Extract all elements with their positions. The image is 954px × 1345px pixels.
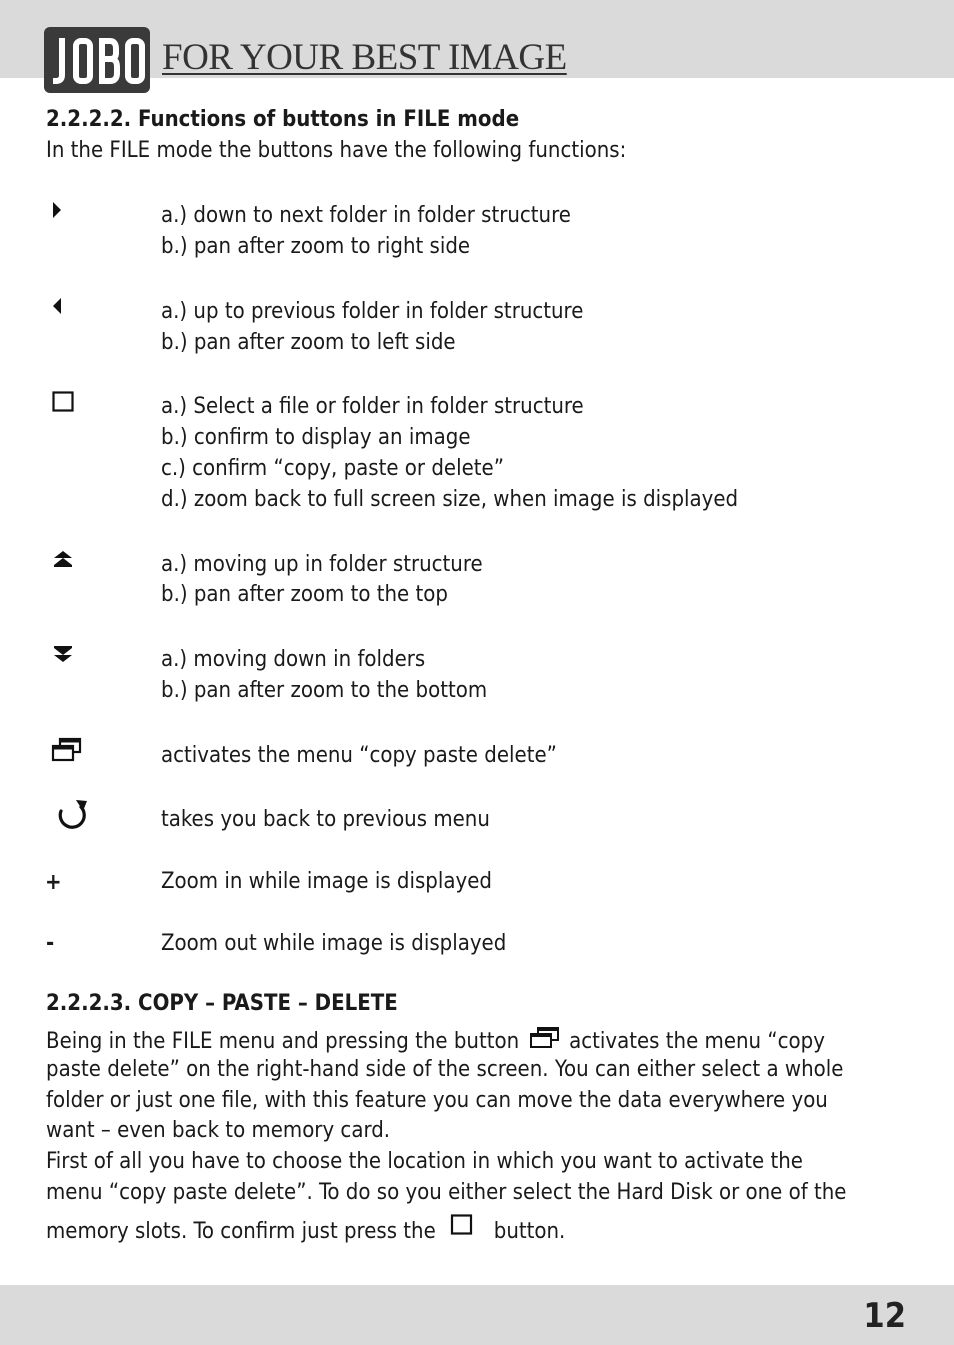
double-up-icon <box>52 550 74 568</box>
paragraph-line <box>46 1026 825 1054</box>
paragraph-line: folder or just one file, with this feature you can move the data everywhere you <box>46 1088 828 1113</box>
windows-icon <box>51 737 83 763</box>
desc-line: takes you back to previous menu <box>161 807 490 832</box>
intro-text: In the FILE mode the buttons have the following functions: <box>46 138 627 163</box>
text-run: Being in the FILE menu and pressing the button <box>46 1029 520 1054</box>
text-run: activates the menu “copy <box>569 1029 825 1054</box>
tagline: FOR YOUR BEST IMAGE <box>162 37 567 78</box>
desc-line: Zoom out while image is displayed <box>161 931 507 956</box>
paragraph-line: paste delete” on the right-hand side of the screen. You can either select a whole <box>46 1057 844 1082</box>
section-heading-buttons: 2.2.2.2. Functions of buttons in FILE mode <box>46 107 520 132</box>
desc-line: c.) confirm “copy, paste or delete” <box>161 456 504 481</box>
square-icon <box>450 1214 476 1236</box>
desc-line: a.) moving down in folders <box>161 647 426 672</box>
minus-symbol: - <box>46 931 55 956</box>
jobo-logo <box>44 27 150 93</box>
double-down-icon <box>52 645 74 663</box>
desc-line: a.) down to next folder in folder structure <box>161 203 571 228</box>
text-run: button. <box>493 1219 566 1244</box>
footer-band <box>0 1285 954 1345</box>
text-run: memory slots. To confirm just press the <box>46 1219 436 1244</box>
desc-line: d.) zoom back to full screen size, when image is displayed <box>161 487 739 512</box>
desc-line: Zoom in while image is displayed <box>161 869 492 894</box>
paragraph-line: menu “copy paste delete”. To do so you either select the Hard Disk or one of the <box>46 1180 847 1205</box>
arrow-right-icon <box>50 200 64 220</box>
desc-line: b.) pan after zoom to left side <box>161 330 456 355</box>
paragraph-line: First of all you have to choose the location in which you want to activate the <box>46 1149 803 1174</box>
paragraph-line: want – even back to memory card. <box>46 1118 391 1143</box>
arrow-left-icon <box>50 296 64 316</box>
windows-icon <box>529 1026 561 1050</box>
desc-line: b.) confirm to display an image <box>161 425 471 450</box>
desc-line: b.) pan after zoom to the top <box>161 582 448 607</box>
desc-line: a.) moving up in folder structure <box>161 552 483 577</box>
desc-line: b.) pan after zoom to the bottom <box>161 678 488 703</box>
desc-line: activates the menu “copy paste delete” <box>161 743 557 768</box>
paragraph-line <box>46 1214 565 1244</box>
desc-line: b.) pan after zoom to right side <box>161 234 471 259</box>
desc-line: a.) Select a file or folder in folder structure <box>161 394 584 419</box>
plus-symbol: + <box>45 870 62 895</box>
square-icon <box>52 391 76 413</box>
section-heading-copy-paste-delete: 2.2.2.3. COPY – PASTE – DELETE <box>46 991 398 1016</box>
page-number: 12 <box>863 1296 906 1336</box>
back-arrow-icon <box>54 798 90 832</box>
desc-line: a.) up to previous folder in folder structure <box>161 299 584 324</box>
